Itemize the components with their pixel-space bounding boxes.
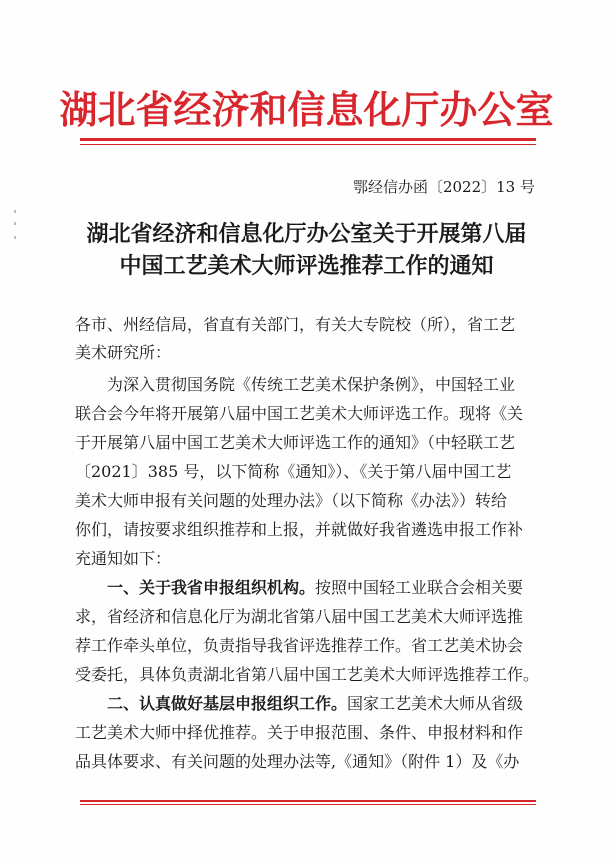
- salutation-line: 各市、州经信局，省直有关部门，有关大专院校（所），省工艺: [75, 315, 516, 334]
- salutation-line: 美术研究所：: [75, 343, 172, 362]
- letterhead-rule-thick: [80, 138, 536, 141]
- letterhead-rule-thin: [80, 144, 536, 145]
- section-text: 国家工艺美术大师从省级: [347, 694, 524, 713]
- paragraph-line: 于开展第八届中国工艺美术大师评选工作的通知》（中轻联工艺: [75, 433, 516, 452]
- paragraph-line: 品具体要求、有关问题的处理办法等,《通知》（附件 1）及《办: [75, 752, 520, 771]
- paragraph-line: 你们，请按要求组织推荐和上报，并就做好我省遴选申报工作补: [75, 520, 524, 539]
- paragraph-line: 美术大师申报有关问题的处理办法》（以下简称《办法》）转给: [75, 491, 508, 510]
- section-heading: 二、认真做好基层申报组织工作。: [107, 694, 348, 713]
- document-number: 鄂经信办函〔2022〕13 号: [352, 178, 535, 196]
- section-1-first-line: [107, 577, 523, 599]
- paragraph-line: 受委托，具体负责湖北省第八届中国工艺美术大师评选推荐工作。: [75, 665, 540, 684]
- letterhead-title: 湖北省经济和信息化厅办公室: [59, 87, 554, 132]
- paragraph-line: 荐工作牵头单位，负责指导我省评选推荐工作。省工艺美术协会: [75, 636, 524, 655]
- section-2-first-line: [107, 693, 523, 715]
- notice-title-line-2: 中国工艺美术大师评选推荐工作的通知: [119, 253, 494, 279]
- binding-mark: [14, 210, 16, 213]
- section-heading: 一、关于我省申报组织机构。: [107, 578, 316, 597]
- binding-mark: [14, 236, 16, 239]
- paragraph-line: 联合会今年将开展第八届中国工艺美术大师评选工作。现将《关: [75, 404, 524, 423]
- footer-rule-thick: [80, 800, 536, 802]
- binding-mark: [14, 222, 16, 225]
- notice-title-line-1: 湖北省经济和信息化厅办公室关于开展第八届: [86, 221, 527, 247]
- paragraph-line: 为深入贯彻国务院《传统工艺美术保护条例》，中国轻工业: [107, 375, 516, 394]
- paragraph-line: 〔2021〕385 号，以下简称《通知》）、《关于第八届中国工艺: [75, 462, 512, 481]
- footer-rule-thin: [80, 804, 536, 805]
- section-text: 按照中国轻工业联合会相关要: [315, 578, 524, 597]
- paragraph-line: 求，省经济和信息化厅为湖北省第八届中国工艺美术大师评选推: [75, 607, 524, 626]
- paragraph-line: 工艺美术大师中择优推荐。关于申报范围、条件、申报材料和作: [75, 723, 524, 742]
- paragraph-line: 充通知如下：: [75, 549, 172, 568]
